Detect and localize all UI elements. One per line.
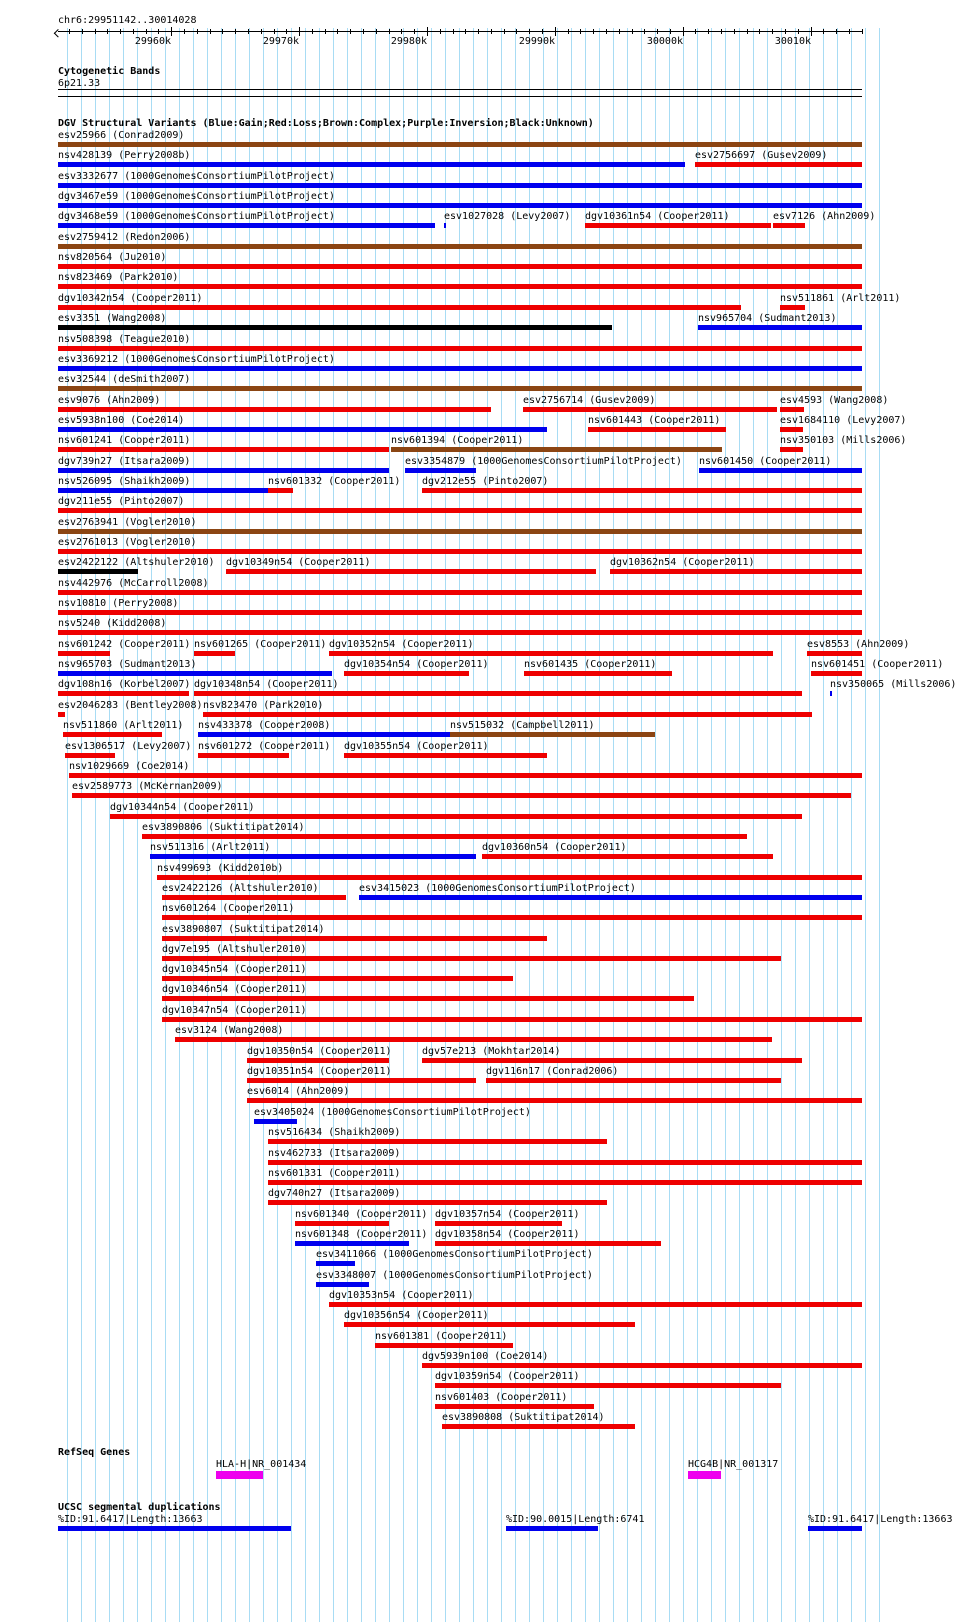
variant-label: nsv601450 (Cooper2011) <box>699 456 832 467</box>
variant-bar <box>695 162 862 167</box>
variant-bar <box>162 936 547 941</box>
variant-bar <box>162 956 781 961</box>
variant-bar <box>268 1160 862 1165</box>
variant-bar <box>699 468 862 473</box>
variant-label: dgv10353n54 (Cooper2011) <box>329 1290 474 1301</box>
variant-label: dgv740n27 (Itsara2009) <box>268 1188 401 1199</box>
ruler-minor-tick <box>350 29 351 34</box>
ruler-tick-label: 29970k <box>262 36 299 47</box>
variant-bar <box>58 529 862 534</box>
ruler-major-tick <box>427 27 428 36</box>
ruler-minor-tick <box>759 29 760 34</box>
ruler-minor-tick <box>516 29 517 34</box>
variant-label: esv9076 (Ahn2009) <box>58 395 161 406</box>
ruler-minor-tick <box>734 29 735 34</box>
ruler-minor-tick <box>414 29 415 34</box>
variant-label: esv3405024 (1000GenomesConsortiumPilotProject) <box>254 1107 531 1118</box>
variant-bar <box>58 508 862 513</box>
variant-label: dgv10342n54 (Cooper2011) <box>58 293 203 304</box>
variant-label: nsv601403 (Cooper2011) <box>435 1392 568 1403</box>
ruler-minor-tick <box>312 29 313 34</box>
variant-label: nsv462733 (Itsara2009) <box>268 1148 401 1159</box>
variant-bar <box>435 1221 562 1226</box>
ruler-minor-tick <box>529 29 530 34</box>
ruler-minor-tick <box>261 29 262 34</box>
ruler-minor-tick <box>376 29 377 34</box>
variant-label: nsv601332 (Cooper2011) <box>268 476 401 487</box>
variant-bar <box>198 732 450 737</box>
ruler-minor-tick <box>747 29 748 34</box>
variant-label: dgv10355n54 (Cooper2011) <box>344 741 489 752</box>
variant-bar <box>58 569 138 574</box>
ruler-minor-tick <box>862 29 863 34</box>
variant-label: esv2759412 (Redon2006) <box>58 232 191 243</box>
variant-label: esv2763941 (Vogler2010) <box>58 517 197 528</box>
variant-bar <box>65 753 115 758</box>
variant-bar <box>435 1241 661 1246</box>
variant-label: dgv10356n54 (Cooper2011) <box>344 1310 489 1321</box>
variant-bar <box>780 427 803 432</box>
variant-bar <box>422 1363 862 1368</box>
variant-bar <box>58 447 389 452</box>
variant-label: nsv601348 (Cooper2011) <box>295 1229 428 1240</box>
variant-label: dgv10352n54 (Cooper2011) <box>329 639 474 650</box>
ruler-minor-tick <box>465 29 466 34</box>
variant-label: esv7126 (Ahn2009) <box>773 211 876 222</box>
variant-bar <box>58 142 862 147</box>
variant-bar <box>58 325 612 330</box>
variant-label: nsv515032 (Campbell2011) <box>450 720 595 731</box>
variant-label: dgv10358n54 (Cooper2011) <box>435 1229 580 1240</box>
ruler-tick-label: 30010k <box>774 36 811 47</box>
variant-bar <box>268 1180 862 1185</box>
ruler-minor-tick <box>222 29 223 34</box>
segdup-label: %ID:91.6417|Length:13663 <box>808 1514 953 1525</box>
variant-label: nsv601451 (Cooper2011) <box>811 659 944 670</box>
segdup-track-title: UCSC segmental duplications <box>58 1502 221 1513</box>
cytoband-line-top <box>58 89 862 90</box>
ruler-minor-tick <box>670 29 671 34</box>
variant-label: esv8553 (Ahn2009) <box>807 639 910 650</box>
variant-label: dgv116n17 (Conrad2006) <box>486 1066 619 1077</box>
variant-bar <box>58 244 862 249</box>
ruler-minor-tick <box>158 29 159 34</box>
variant-label: esv3124 (Wang2008) <box>175 1025 284 1036</box>
ruler-major-tick <box>555 27 556 36</box>
variant-label: esv6014 (Ahn2009) <box>247 1086 350 1097</box>
variant-bar <box>268 1139 607 1144</box>
variant-label: dgv10362n54 (Cooper2011) <box>610 557 755 568</box>
variant-label: dgv10351n54 (Cooper2011) <box>247 1066 392 1077</box>
variant-label: nsv516434 (Shaikh2009) <box>268 1127 401 1138</box>
cytoband-line-bottom <box>58 96 862 97</box>
variant-label: esv3411066 (1000GenomesConsortiumPilotProject) <box>316 1249 593 1260</box>
ruler-minor-tick <box>568 29 569 34</box>
variant-label: esv3890806 (Suktitipat2014) <box>142 822 305 833</box>
variant-bar <box>359 895 862 900</box>
ruler-minor-tick <box>491 29 492 34</box>
ruler-major-tick <box>171 27 172 36</box>
ruler-minor-tick <box>95 29 96 34</box>
variant-label: dgv5939n100 (Coe2014) <box>422 1351 549 1362</box>
variant-bar <box>610 569 862 574</box>
gene-label: HCG4B|NR_001317 <box>688 1459 779 1470</box>
variant-bar <box>162 895 346 900</box>
variant-label: nsv601435 (Cooper2011) <box>524 659 657 670</box>
variant-bar <box>807 651 862 656</box>
ruler-major-tick <box>299 27 300 36</box>
variant-bar <box>247 1058 389 1063</box>
variant-label: nsv601241 (Cooper2011) <box>58 435 191 446</box>
variant-bar <box>435 1404 594 1409</box>
variant-label: nsv10810 (Perry2008) <box>58 598 179 609</box>
ruler-minor-tick <box>389 29 390 34</box>
ruler-minor-tick <box>120 29 121 34</box>
ruler-tick-label: 29960k <box>134 36 171 47</box>
variant-bar <box>58 651 110 656</box>
variant-label: esv2589773 (McKernan2009) <box>72 781 223 792</box>
ruler-minor-tick <box>657 29 658 34</box>
variant-label: dgv10347n54 (Cooper2011) <box>162 1005 307 1016</box>
variant-bar <box>162 915 862 920</box>
variant-label: nsv511316 (Arlt2011) <box>150 842 271 853</box>
ruler-minor-tick <box>197 29 198 34</box>
ruler-minor-tick <box>504 29 505 34</box>
segdup-bar <box>58 1526 291 1531</box>
ruler-minor-tick <box>274 29 275 34</box>
variant-label: dgv10346n54 (Cooper2011) <box>162 984 307 995</box>
variant-label: dgv57e213 (Mokhtar2014) <box>422 1046 561 1057</box>
variant-label: esv3354879 (1000GenomesConsortiumPilotProject) <box>405 456 682 467</box>
variant-bar <box>329 651 773 656</box>
ruler-minor-tick <box>632 29 633 34</box>
ruler-minor-tick <box>337 29 338 34</box>
variant-bar <box>150 854 476 859</box>
ruler-minor-tick <box>721 29 722 34</box>
ruler-minor-tick <box>363 29 364 34</box>
variant-bar <box>110 814 802 819</box>
locus-label: chr6:29951142..30014028 <box>58 15 197 26</box>
variant-label: esv3351 (Wang2008) <box>58 313 167 324</box>
variant-label: nsv433378 (Cooper2008) <box>198 720 331 731</box>
ruler-minor-tick <box>823 29 824 34</box>
variant-bar <box>58 671 332 676</box>
variant-bar <box>486 1078 781 1083</box>
variant-bar <box>58 386 862 391</box>
variant-label: dgv10344n54 (Cooper2011) <box>110 802 255 813</box>
ruler-tick-label: 29980k <box>390 36 427 47</box>
variant-label: nsv508398 (Teague2010) <box>58 334 191 345</box>
ruler-minor-tick <box>184 29 185 34</box>
ruler-minor-tick <box>248 29 249 34</box>
variant-bar <box>482 854 773 859</box>
variant-bar <box>58 468 389 473</box>
ruler-minor-tick <box>235 29 236 34</box>
variant-label: dgv739n27 (Itsara2009) <box>58 456 191 467</box>
variant-bar <box>375 1343 513 1348</box>
variant-label: dgv10357n54 (Cooper2011) <box>435 1209 580 1220</box>
variant-bar <box>268 1200 607 1205</box>
variant-bar <box>247 1098 862 1103</box>
variant-bar <box>523 407 777 412</box>
variant-label: esv3890808 (Suktitipat2014) <box>442 1412 605 1423</box>
variant-label: nsv601381 (Cooper2011) <box>375 1331 508 1342</box>
ruler-minor-tick <box>146 29 147 34</box>
variant-label: nsv820564 (Ju2010) <box>58 252 167 263</box>
ruler-major-tick <box>811 27 812 36</box>
variant-label: nsv965703 (Sudmant2013) <box>58 659 197 670</box>
ruler-minor-tick <box>798 29 799 34</box>
variant-bar <box>162 1017 862 1022</box>
variant-label: dgv7e195 (Altshuler2010) <box>162 944 307 955</box>
variant-bar <box>344 1322 635 1327</box>
variant-bar <box>830 691 832 696</box>
ruler-axis <box>58 31 862 32</box>
variant-label: nsv601331 (Cooper2011) <box>268 1168 401 1179</box>
variant-bar <box>142 834 747 839</box>
variant-bar <box>58 549 862 554</box>
variant-bar <box>162 976 513 981</box>
variant-bar <box>442 1424 635 1429</box>
ruler-minor-tick <box>849 29 850 34</box>
gene-bar <box>216 1471 263 1479</box>
variant-bar <box>780 407 804 412</box>
variant-label: esv1306517 (Levy2007) <box>65 741 192 752</box>
ruler-minor-tick <box>708 29 709 34</box>
variant-bar <box>58 610 862 615</box>
ruler-minor-tick <box>619 29 620 34</box>
variant-bar <box>58 183 862 188</box>
variant-label: dgv108n16 (Korbel2007) <box>58 679 191 690</box>
variant-label: esv2761013 (Vogler2010) <box>58 537 197 548</box>
variant-bar <box>698 325 862 330</box>
ruler-minor-tick <box>440 29 441 34</box>
variant-label: nsv601394 (Cooper2011) <box>391 435 524 446</box>
variant-label: esv1684110 (Levy2007) <box>780 415 907 426</box>
variant-bar <box>254 1119 297 1124</box>
variant-label: nsv350103 (Mills2006) <box>780 435 907 446</box>
ruler-minor-tick <box>542 29 543 34</box>
ruler-minor-tick <box>401 29 402 34</box>
variant-bar <box>58 223 435 228</box>
variant-bar <box>773 223 805 228</box>
dgv-track-title: DGV Structural Variants (Blue:Gain;Red:Loss;Brown:Complex;Purple:Inversion;Black:Unknown) <box>58 118 594 129</box>
ruler-tick-label: 29990k <box>518 36 555 47</box>
variant-label: dgv10361n54 (Cooper2011) <box>585 211 730 222</box>
segdup-label: %ID:90.0015|Length:6741 <box>506 1514 645 1525</box>
variant-bar <box>162 996 694 1001</box>
variant-label: nsv601340 (Cooper2011) <box>295 1209 428 1220</box>
variant-bar <box>316 1261 355 1266</box>
variant-bar <box>316 1282 369 1287</box>
ruler-minor-tick <box>107 29 108 34</box>
variant-label: nsv511861 (Arlt2011) <box>780 293 901 304</box>
variant-bar <box>344 671 469 676</box>
ruler-minor-tick <box>644 29 645 34</box>
variant-label: esv32544 (deSmith2007) <box>58 374 191 385</box>
variant-label: esv3369212 (1000GenomesConsortiumPilotProject) <box>58 354 335 365</box>
gene-bar <box>688 1471 721 1479</box>
variant-bar <box>58 305 741 310</box>
variant-bar <box>203 712 812 717</box>
variant-label: nsv5240 (Kidd2008) <box>58 618 167 629</box>
variant-bar <box>405 468 476 473</box>
variant-label: nsv601272 (Cooper2011) <box>198 741 331 752</box>
variant-bar <box>58 366 862 371</box>
variant-bar <box>344 753 547 758</box>
variant-bar <box>585 223 771 228</box>
ruler-minor-tick <box>836 29 837 34</box>
variant-label: nsv601242 (Cooper2011) <box>58 639 191 650</box>
variant-bar <box>524 671 672 676</box>
variant-label: nsv350065 (Mills2006) <box>830 679 956 690</box>
variant-bar <box>58 691 189 696</box>
ruler-minor-tick <box>593 29 594 34</box>
cytoband-track-title: Cytogenetic Bands <box>58 66 161 77</box>
variant-label: nsv1029669 (Coe2014) <box>69 761 190 772</box>
variant-bar <box>780 305 805 310</box>
variant-label: esv2422126 (Altshuler2010) <box>162 883 319 894</box>
variant-bar <box>268 488 293 493</box>
variant-bar <box>175 1037 772 1042</box>
variant-bar <box>422 488 862 493</box>
ruler-minor-tick <box>325 29 326 34</box>
variant-bar <box>58 407 491 412</box>
variant-bar <box>58 630 862 635</box>
variant-bar <box>194 651 235 656</box>
variant-label: esv3332677 (1000GenomesConsortiumPilotProject) <box>58 171 335 182</box>
variant-bar <box>295 1221 389 1226</box>
refseq-track-title: RefSeq Genes <box>58 1447 131 1458</box>
ruler-minor-tick <box>478 29 479 34</box>
grid-line <box>865 28 866 1622</box>
variant-bar <box>226 569 596 574</box>
variant-label: esv3890807 (Suktitipat2014) <box>162 924 325 935</box>
variant-label: esv4593 (Wang2008) <box>780 395 889 406</box>
ruler-tick-label: 30000k <box>646 36 683 47</box>
variant-label: nsv511860 (Arlt2011) <box>63 720 184 731</box>
variant-label: nsv823470 (Park2010) <box>203 700 324 711</box>
variant-label: dgv10354n54 (Cooper2011) <box>344 659 489 670</box>
variant-bar <box>58 590 862 595</box>
variant-label: esv1027028 (Levy2007) <box>444 211 571 222</box>
variant-label: nsv601265 (Cooper2011) <box>194 639 327 650</box>
segdup-bar <box>808 1526 862 1531</box>
variant-label: nsv601443 (Cooper2011) <box>588 415 721 426</box>
variant-label: dgv10345n54 (Cooper2011) <box>162 964 307 975</box>
ruler-minor-tick <box>133 29 134 34</box>
variant-label: dgv10359n54 (Cooper2011) <box>435 1371 580 1382</box>
variant-bar <box>63 732 162 737</box>
cytoband-label: 6p21.33 <box>58 78 101 89</box>
variant-bar <box>58 162 685 167</box>
variant-bar <box>780 447 803 452</box>
variant-bar <box>422 1058 802 1063</box>
variant-label: dgv3468e59 (1000GenomesConsortiumPilotProject) <box>58 211 335 222</box>
variant-label: nsv823469 (Park2010) <box>58 272 179 283</box>
variant-label: esv2756697 (Gusev2009) <box>695 150 828 161</box>
variant-bar <box>391 447 722 452</box>
variant-bar <box>72 793 851 798</box>
variant-bar <box>329 1302 862 1307</box>
variant-bar <box>58 264 862 269</box>
variant-bar <box>444 223 446 228</box>
variant-bar <box>58 284 862 289</box>
variant-bar <box>69 773 862 778</box>
ruler-minor-tick <box>453 29 454 34</box>
segdup-label: %ID:91.6417|Length:13663 <box>58 1514 203 1525</box>
variant-label: dgv212e55 (Pinto2007) <box>422 476 549 487</box>
variant-label: nsv965704 (Sudmant2013) <box>698 313 837 324</box>
variant-label: esv5938n100 (Coe2014) <box>58 415 185 426</box>
ruler-minor-tick <box>772 29 773 34</box>
variant-bar <box>811 671 862 676</box>
variant-bar <box>58 488 268 493</box>
ruler-minor-tick <box>785 29 786 34</box>
variant-label: esv2422122 (Altshuler2010) <box>58 557 215 568</box>
segdup-bar <box>506 1526 598 1531</box>
variant-label: nsv499693 (Kidd2010b) <box>157 863 284 874</box>
grid-line <box>879 28 880 1622</box>
variant-bar <box>295 1241 409 1246</box>
variant-label: esv3415023 (1000GenomesConsortiumPilotProject) <box>359 883 636 894</box>
variant-bar <box>157 875 862 880</box>
ruler-minor-tick <box>580 29 581 34</box>
variant-label: dgv10348n54 (Cooper2011) <box>194 679 339 690</box>
variant-label: esv25966 (Conrad2009) <box>58 130 185 141</box>
ruler-major-tick <box>683 27 684 36</box>
variant-label: nsv601264 (Cooper2011) <box>162 903 295 914</box>
variant-label: esv3348007 (1000GenomesConsortiumPilotProject) <box>316 1270 593 1281</box>
variant-label: dgv211e55 (Pinto2007) <box>58 496 185 507</box>
ruler-minor-tick <box>210 29 211 34</box>
variant-bar <box>58 346 862 351</box>
variant-label: nsv442976 (McCarroll2008) <box>58 578 209 589</box>
variant-bar <box>194 691 802 696</box>
ruler-minor-tick <box>695 29 696 34</box>
variant-label: dgv10360n54 (Cooper2011) <box>482 842 627 853</box>
variant-label: nsv526095 (Shaikh2009) <box>58 476 191 487</box>
ruler-minor-tick <box>82 29 83 34</box>
variant-label: esv2046283 (Bentley2008) <box>58 700 203 711</box>
variant-bar <box>58 712 65 717</box>
variant-label: esv2756714 (Gusev2009) <box>523 395 656 406</box>
variant-bar <box>198 753 289 758</box>
variant-label: dgv10350n54 (Cooper2011) <box>247 1046 392 1057</box>
variant-label: nsv428139 (Perry2008b) <box>58 150 191 161</box>
variant-bar <box>58 203 862 208</box>
variant-bar <box>435 1383 781 1388</box>
variant-bar <box>450 732 655 737</box>
variant-label: dgv10349n54 (Cooper2011) <box>226 557 371 568</box>
variant-label: dgv3467e59 (1000GenomesConsortiumPilotProject) <box>58 191 335 202</box>
variant-bar <box>58 427 547 432</box>
ruler-minor-tick <box>69 29 70 34</box>
variant-bar <box>247 1078 476 1083</box>
gene-label: HLA-H|NR_001434 <box>216 1459 307 1470</box>
ruler-minor-tick <box>286 29 287 34</box>
variant-bar <box>588 427 726 432</box>
ruler-minor-tick <box>606 29 607 34</box>
